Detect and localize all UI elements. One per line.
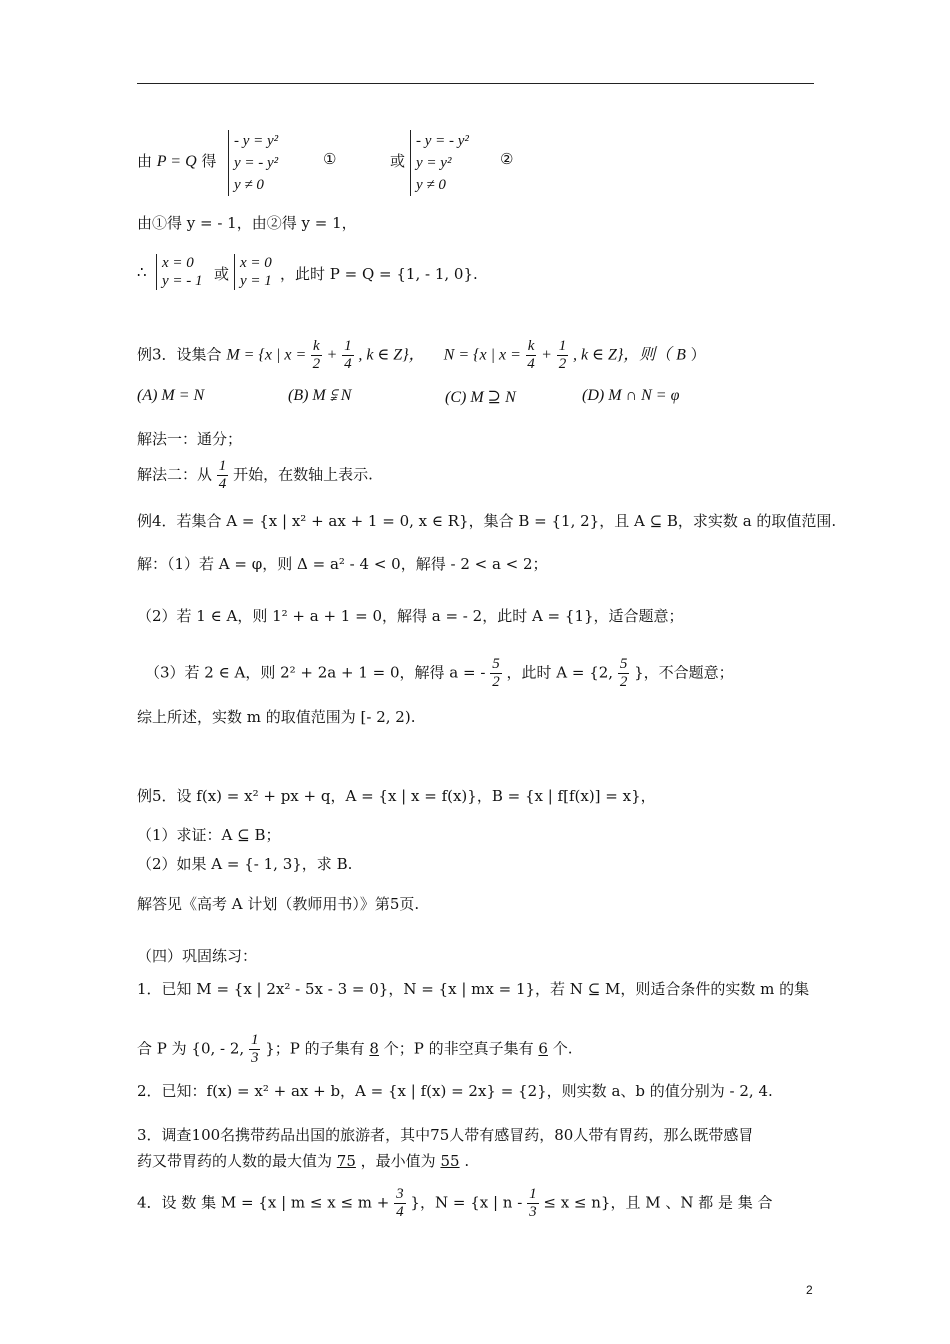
denominator: 4 [218,476,227,492]
practice-title: （四）巩固练习： [137,947,258,965]
ex5-reference: 解答见《高考 A 计划（教师用书）》第5页. [137,895,420,913]
conclusion: 综上所述，实数 m 的取值范围为 [- 2, 2). [137,708,416,726]
denominator: 4 [396,1204,404,1220]
header-rule [137,83,814,84]
block1-de: 得 [201,152,217,170]
p3b-a: 药又带胃药的人数的最大值为 [137,1152,333,1170]
fraction [527,1186,539,1221]
numerator: 5 [619,656,628,672]
fraction [249,1032,261,1067]
example-5: 例5．设 f(x) = x² + px + q，A = {x | x = f(x)}，B = {x | f[f(x)] = x}， [137,787,656,805]
system-1-row: y = - y² [234,155,279,171]
ex5-question-2: （2）如果 A = {- 1, 3}，求 B. [137,855,353,873]
plus-sign: + [326,346,338,364]
p4-c: ≤ x ≤ n}，且 M 、N 都 是 集 合 [543,1193,773,1212]
sol3-b: ，此时 A = {2, [506,663,614,682]
denominator: 3 [529,1204,537,1220]
block3-tail: ，此时 P = Q = {1, - 1, 0}. [280,265,478,283]
fraction [490,656,502,691]
block2-line: 由①得 y = - 1，由②得 y = 1， [137,214,357,232]
answer-min: 55 [440,1152,460,1170]
ex3-set-n-tail: , k ∈ Z}，则（ [573,346,672,364]
fraction [557,338,569,373]
system-1-row: y ≠ 0 [234,177,264,193]
denominator: 4 [527,356,535,372]
method-1: 解法一：通分； [137,430,243,448]
mark-1: ① [323,150,337,168]
numerator: 1 [250,1032,259,1048]
denominator: 4 [344,356,352,372]
system-2-row: y = y² [416,155,452,171]
p4-b: }，N = {x | n - [410,1193,523,1212]
ex3-lead: 例3．设集合 [137,345,222,364]
denominator: 2 [312,356,321,372]
solution-2: （2）若 1 ∈ A，则 1² + a + 1 = 0，解得 a = - 2，此时 A = {1}，适合题意； [137,607,684,625]
option-c: (C) M ⊇ N [445,389,516,406]
block1-cond: P = Q [156,153,197,170]
p3b-b: ，最小值为 [360,1152,436,1170]
ex5-question-1: （1）求证：A ⊆ B； [137,826,281,844]
fraction [342,338,354,373]
p1b-c: 个；P 的非空真子集有 [383,1039,534,1058]
method-2 [137,458,373,493]
answer-subsets: 8 [369,1039,379,1058]
p4-a: 4．设 数 集 M = {x | m ≤ x ≤ m + [137,1193,390,1212]
numerator: 1 [218,458,227,474]
numerator: 1 [529,1186,537,1202]
ex3-set-m: M = {x | x = [226,346,307,364]
page-number: 2 [806,1283,813,1297]
numerator: k [313,338,320,354]
block1-lead: 由 [137,152,153,170]
p1b-a: 合 P 为 {0, - 2, [137,1039,245,1058]
practice-1b [137,1032,573,1067]
practice-3b [137,1150,469,1171]
denominator: 2 [619,674,628,690]
p3b-c: . [464,1152,470,1170]
answer-max: 75 [336,1152,356,1170]
denominator: 3 [250,1050,259,1066]
denominator: 2 [492,674,500,690]
system-3-row: y = - 1 [162,273,203,289]
ex3-answer: B [676,346,686,364]
numerator: k [527,338,535,354]
example-3 [137,338,706,373]
block3-or: 或 [214,265,230,283]
mark-2: ② [500,150,514,168]
solution-3 [145,656,734,691]
method-2-b: 开始，在数轴上表示. [233,465,373,484]
sol3-a: （3）若 2 ∈ A，则 2² + 2a + 1 = 0，解得 a = - [145,663,486,682]
p1b-b: }；P 的子集有 [265,1039,365,1058]
fraction [217,458,229,493]
sol3-c: }，不合题意； [634,663,734,682]
numerator: 5 [492,656,500,672]
ex3-close: ） [690,345,706,364]
practice-4 [137,1186,773,1221]
system-1-row: - y = y² [234,133,279,149]
block1-or: 或 [390,152,406,170]
denominator: 2 [558,356,567,372]
numerator: 3 [396,1186,404,1202]
solution-1: 解：（1）若 A = φ，则 Δ = a² - 4 < 0，解得 - 2 < a < 2； [137,555,548,573]
fraction [618,656,630,691]
option-a: (A) M = N [137,387,205,404]
system-4 [234,254,272,290]
block1-line [137,150,216,171]
fraction [526,338,537,373]
system-2 [410,130,469,196]
ex3-set-m-tail: , k ∈ Z}， [358,346,425,364]
fraction [394,1186,406,1221]
practice-3a: 3．调查100名携带药品出国的旅游者，其中75人带有感冒药，80人带有胃药，那么既带感冒 [137,1126,754,1144]
method-2-a: 解法二：从 [137,465,213,484]
system-4-row: y = 1 [240,273,272,289]
plus-sign: + [541,346,552,364]
practice-1a: 1．已知 M = {x | 2x² - 5x - 3 = 0}，N = {x | mx = 1}，若 N ⊆ M，则适合条件的实数 m 的集 [137,980,810,998]
system-2-row: y ≠ 0 [416,177,446,193]
option-d: (D) M ∩ N = φ [582,387,680,404]
answer-proper-subsets: 6 [538,1039,548,1058]
system-2-row: - y = - y² [416,133,469,149]
example-4: 例4．若集合 A = {x | x² + ax + 1 = 0, x ∈ R}，集合 B = {1, 2}，且 A ⊆ B，求实数 a 的取值范围. [137,512,837,530]
therefore-symbol: ∴ [137,263,147,281]
p1b-d: 个. [552,1039,573,1058]
system-4-row: x = 0 [240,255,272,271]
option-b: (B) M ⫋ N [288,387,352,404]
fraction [311,338,322,373]
ex3-set-n: N = {x | x = [443,346,521,364]
practice-2: 2．已知：f(x) = x² + ax + b，A = {x | f(x) = 2x} = {2}，则实数 a、b 的值分别为 - 2, 4. [137,1082,773,1100]
system-3-row: x = 0 [162,255,194,271]
numerator: 1 [344,338,352,354]
system-1 [228,130,278,196]
numerator: 1 [558,338,567,354]
system-3 [156,254,203,290]
